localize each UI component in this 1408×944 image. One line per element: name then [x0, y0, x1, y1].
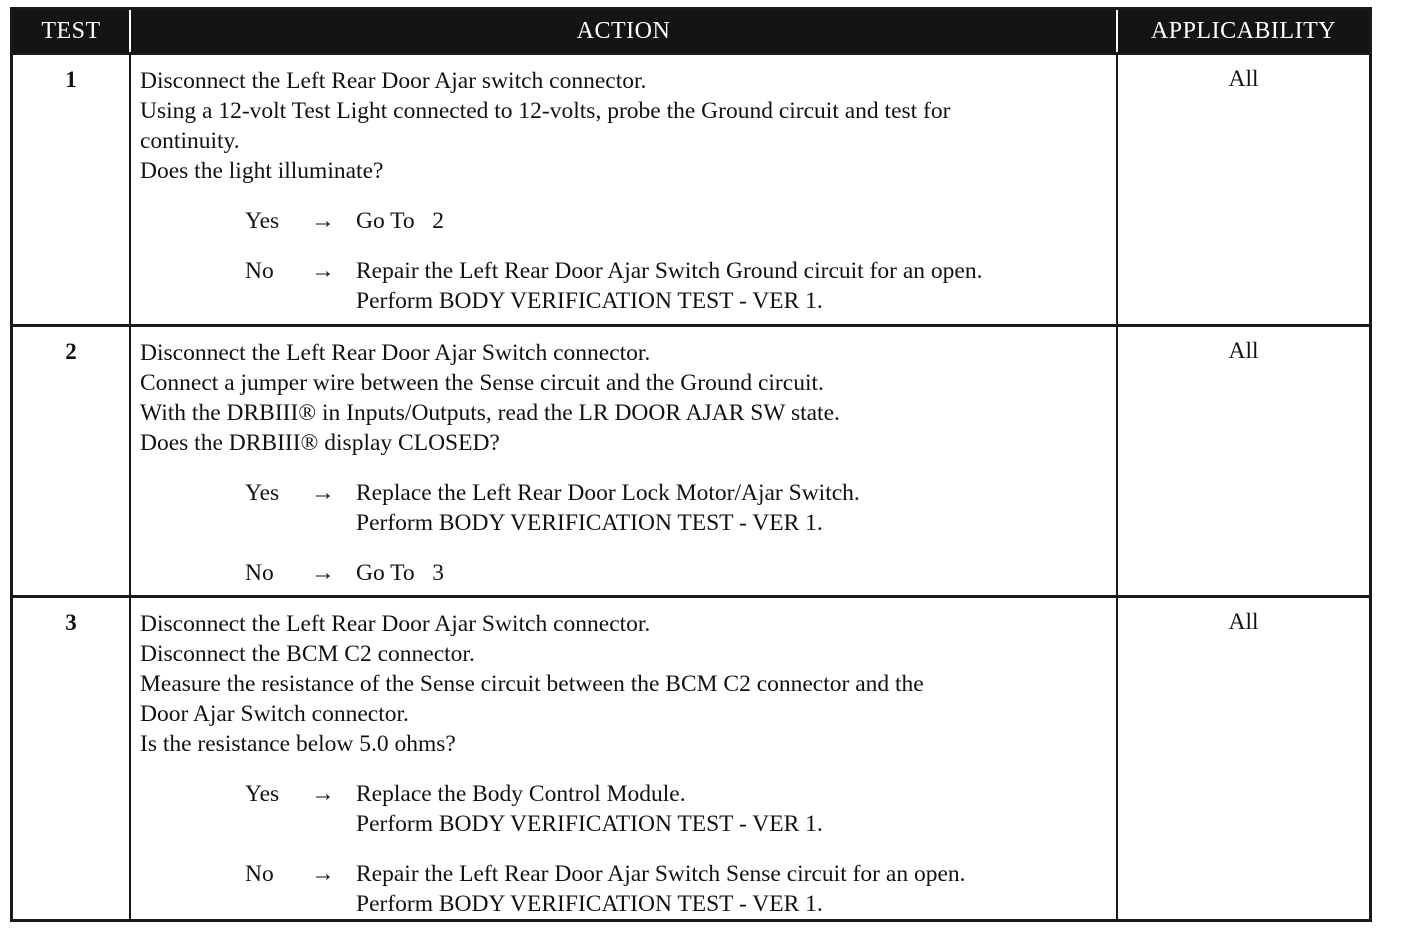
yes-label: Yes: [245, 208, 280, 234]
yes-result: [140, 779, 1116, 839]
diagnostic-test-table: [10, 7, 1372, 922]
outcome-line: Repair the Left Rear Door Ajar Switch Sense circuit for an open.: [356, 861, 966, 887]
no-result: [140, 859, 1116, 919]
table-row: [13, 324, 1369, 596]
outcome-line: Replace the Body Control Module.: [356, 781, 686, 807]
yes-label: Yes: [245, 479, 280, 506]
action-step: Is the resistance below 5.0 ohms?: [140, 731, 456, 757]
outcome-line: Go To 2: [356, 208, 445, 234]
test-number: 3: [13, 598, 131, 919]
test-number: 1: [13, 55, 131, 324]
action-step: Does the light illuminate?: [140, 158, 384, 184]
action-step: Does the DRBIII® display CLOSED?: [140, 429, 500, 456]
yes-outcome: [356, 478, 1116, 538]
outcome-line: Go To 3: [356, 559, 445, 586]
outcome-line: Replace the Left Rear Door Lock Motor/Ajar Switch.: [356, 479, 860, 506]
yes-outcome: [356, 779, 1116, 839]
action-step: Measure the resistance of the Sense circuit between the BCM C2 connector and the: [140, 671, 924, 697]
arrow-right-icon: →: [311, 479, 335, 506]
header-applicability: APPLICABILITY: [1150, 17, 1337, 44]
no-outcome: [356, 256, 1116, 316]
no-label: No: [245, 258, 274, 284]
action-step: Disconnect the BCM C2 connector.: [140, 641, 475, 667]
table-row: [13, 595, 1369, 919]
arrow-right-icon: →: [311, 208, 335, 234]
header-test: TEST: [13, 10, 131, 52]
test-number: 2: [13, 327, 131, 596]
table-row: [13, 52, 1369, 324]
header-action: ACTION: [131, 10, 1118, 52]
action-cell: [131, 598, 1118, 919]
action-step: continuity.: [140, 128, 240, 154]
no-label: No: [245, 861, 274, 887]
outcome-line: Repair the Left Rear Door Ajar Switch Ground circuit for an open.: [356, 258, 983, 284]
yes-label: Yes: [245, 781, 280, 807]
outcome-line: Perform BODY VERIFICATION TEST - VER 1.: [356, 891, 823, 917]
no-outcome: [356, 558, 1116, 588]
outcome-line: Perform BODY VERIFICATION TEST - VER 1.: [356, 811, 823, 837]
yes-outcome: [356, 206, 1116, 236]
action-step: Door Ajar Switch connector.: [140, 701, 409, 727]
action-step: Connect a jumper wire between the Sense circuit and the Ground circuit.: [140, 369, 824, 396]
outcome-line: Perform BODY VERIFICATION TEST - VER 1.: [356, 509, 823, 536]
outcome-line: Perform BODY VERIFICATION TEST - VER 1.: [356, 288, 823, 314]
arrow-right-icon: →: [311, 258, 335, 284]
action-step: With the DRBIII® in Inputs/Outputs, read the LR DOOR AJAR SW state.: [140, 399, 840, 426]
arrow-right-icon: →: [311, 861, 335, 887]
applicability-value: All: [1228, 609, 1259, 635]
no-outcome: [356, 859, 1116, 919]
action-cell: [131, 55, 1118, 324]
no-result: [140, 256, 1116, 316]
applicability-value: All: [1228, 66, 1259, 92]
arrow-right-icon: →: [311, 559, 335, 586]
yes-result: [140, 206, 1116, 236]
arrow-right-icon: →: [311, 781, 335, 807]
action-cell: [131, 327, 1118, 596]
no-label: No: [245, 559, 274, 586]
applicability-value: All: [1228, 337, 1259, 364]
table-header: [13, 10, 1369, 52]
no-result: [140, 558, 1116, 588]
action-step: Using a 12-volt Test Light connected to 12-volts, probe the Ground circuit and test for: [140, 98, 951, 124]
yes-result: [140, 478, 1116, 538]
action-step: Disconnect the Left Rear Door Ajar Switch connector.: [140, 339, 651, 366]
action-step: Disconnect the Left Rear Door Ajar switch connector.: [140, 68, 647, 94]
action-step: Disconnect the Left Rear Door Ajar Switch connector.: [140, 611, 651, 637]
